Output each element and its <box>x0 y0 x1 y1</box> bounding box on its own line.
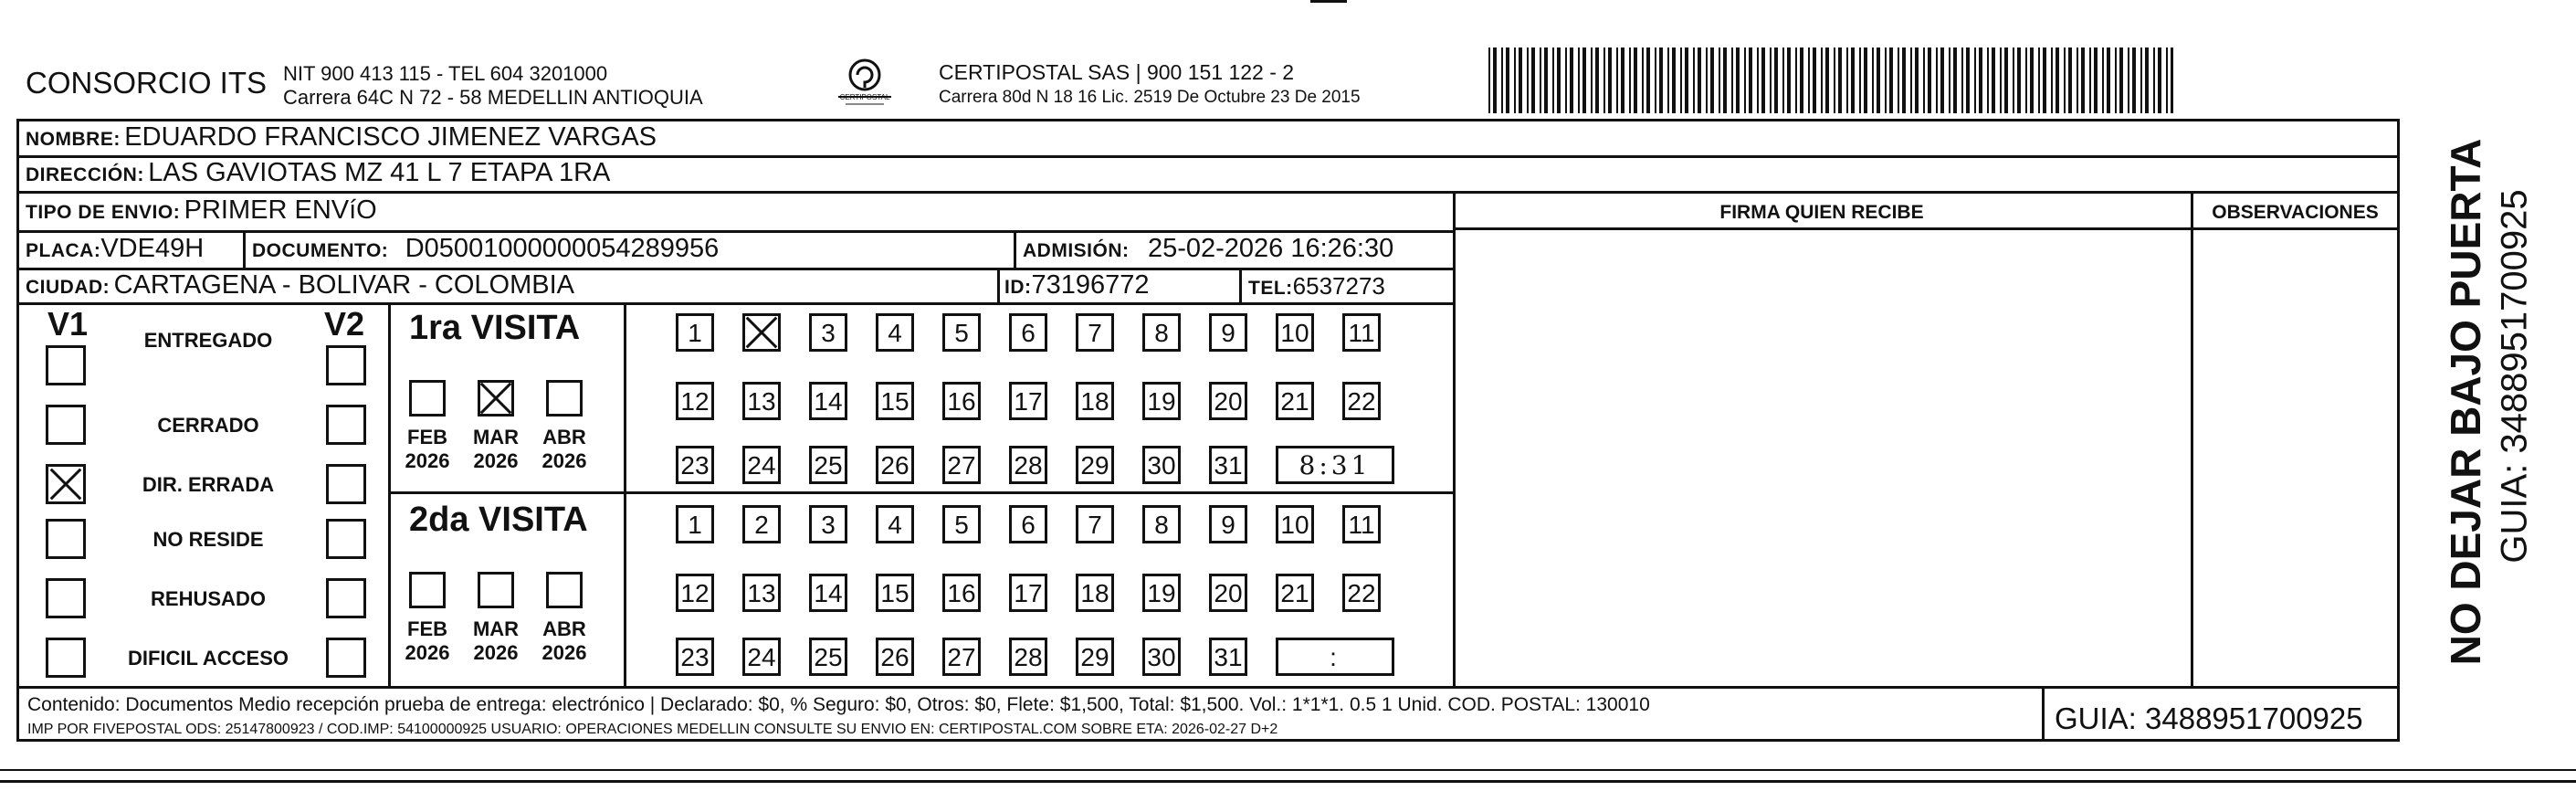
courier-logo-text: CERTIPOSTAL <box>839 93 890 101</box>
day-box[interactable]: 16 <box>942 574 981 612</box>
time-field[interactable]: : <box>1276 638 1394 676</box>
barcode-bar <box>1910 47 1912 113</box>
month-year: 2026 <box>541 449 587 472</box>
direccion-row <box>26 158 610 188</box>
bottom-rule-1 <box>0 769 2576 771</box>
barcode-bar <box>1761 47 1765 113</box>
footer-line-2: IMP POR FIVEPOSTAL ODS: 25147800923 / COD.IMP: 54100000925 USUARIO: OPERACIONES MEDELLIN CONSULTE SU ENVIO EN: CERTIPOSTAL.COM SOBRE ETA: 2026-02-27 D+2 <box>27 722 1278 737</box>
barcode-bar <box>2068 47 2072 113</box>
day-box[interactable]: 1 <box>676 505 714 543</box>
barcode-bar <box>2043 47 2046 113</box>
ciudad-row <box>26 270 574 301</box>
placa-label: PLACA: <box>26 240 101 261</box>
barcode-bar <box>2089 47 2091 113</box>
frame-top <box>16 119 2400 121</box>
barcode-bar <box>1621 47 1624 113</box>
barcode-bar <box>1552 47 1554 113</box>
direccion-label: DIRECCIÓN: <box>26 164 144 185</box>
day-box[interactable]: 28 <box>1009 446 1047 484</box>
barcode-bar <box>1710 47 1714 113</box>
barcode-bar <box>1923 47 1925 113</box>
barcode-bar <box>1557 47 1561 113</box>
barcode-bar <box>1540 47 1541 113</box>
barcode-bar <box>1603 47 1605 113</box>
barcode-bar <box>2102 47 2104 113</box>
status-label: DIFICIL ACCESO <box>127 647 289 670</box>
barcode-bar <box>1527 47 1529 113</box>
day-box[interactable]: 23 <box>676 638 714 676</box>
barcode-bar <box>1992 47 1995 113</box>
day-box[interactable]: 18 <box>1076 574 1114 612</box>
courier-line-1: CERTIPOSTAL SAS | 900 151 122 - 2 <box>939 60 1295 84</box>
barcode-bar <box>1898 47 1899 113</box>
company-name: CONSORCIO ITS <box>26 66 268 100</box>
barcode-bar <box>1698 47 1701 113</box>
admision-divider <box>1014 230 1016 268</box>
direccion-value: LAS GAVIOTAS MZ 41 L 7 ETAPA 1RA <box>148 158 611 187</box>
day-box[interactable]: 10 <box>1276 505 1314 543</box>
barcode-bar <box>1706 47 1708 113</box>
side-warning: NO DEJAR BAJO PUERTA <box>2442 138 2489 666</box>
firma-left-border <box>1453 191 1456 689</box>
v2-checkbox[interactable] <box>326 638 366 678</box>
barcode-bar <box>1506 47 1509 113</box>
day-box[interactable]: 27 <box>942 446 981 484</box>
barcode-bar <box>1902 47 1906 113</box>
day-box[interactable]: 31 <box>1209 446 1247 484</box>
month-name: ABR <box>542 617 586 640</box>
time-field[interactable]: 8:31 <box>1276 446 1394 484</box>
tel-label: TEL: <box>1248 278 1293 299</box>
day-box[interactable]: 24 <box>742 638 781 676</box>
month-checkbox[interactable] <box>546 380 583 417</box>
day-box[interactable]: 29 <box>1076 446 1114 484</box>
barcode-bar <box>1719 47 1720 113</box>
month-checkbox[interactable] <box>409 572 446 608</box>
barcode-bar <box>1928 47 1931 113</box>
day-box[interactable]: 8 <box>1142 313 1181 352</box>
observaciones-label: OBSERVACIONES <box>2212 202 2379 223</box>
v2-label: V2 <box>324 305 365 343</box>
status-divider <box>388 302 391 687</box>
month-checkbox[interactable] <box>546 572 583 608</box>
barcode-bar <box>1680 47 1682 113</box>
courier-logo <box>833 57 897 108</box>
barcode-bar <box>1629 47 1631 113</box>
barcode-bar <box>1936 47 1938 113</box>
placa-value: VDE49H <box>100 234 205 263</box>
day-box[interactable]: 19 <box>1142 574 1181 612</box>
id-row <box>1004 270 1150 301</box>
top-dash <box>1310 0 1347 3</box>
barcode-bar <box>1940 47 1944 113</box>
visit-title: 1ra VISITA <box>409 309 581 347</box>
day-box[interactable]: 28 <box>1009 638 1047 676</box>
barcode-bar <box>2025 47 2027 113</box>
barcode-bar <box>1915 47 1919 113</box>
barcode-bar <box>1570 47 1573 113</box>
barcode-bar <box>1885 47 1887 113</box>
barcode-bar <box>2115 47 2117 113</box>
admision-row <box>1023 234 1393 264</box>
day-box[interactable]: 11 <box>1342 313 1381 352</box>
visit-separator <box>388 491 1455 494</box>
barcode <box>1488 47 2173 113</box>
documento-row <box>252 234 719 264</box>
month-label <box>537 617 592 665</box>
barcode-bar <box>1608 47 1612 113</box>
tel-value: 6537273 <box>1292 272 1385 300</box>
day-box[interactable]: 12 <box>676 574 714 612</box>
day-box[interactable]: 9 <box>1209 505 1247 543</box>
barcode-bar <box>1731 47 1733 113</box>
documento-label: DOCUMENTO: <box>252 240 389 261</box>
barcode-bar <box>2140 47 2142 113</box>
ciudad-label: CIUDAD: <box>26 277 110 298</box>
footer-guia-divider <box>2042 686 2045 742</box>
day-box[interactable]: 24 <box>742 446 781 484</box>
barcode-bar <box>2128 47 2129 113</box>
frame-right <box>2397 119 2400 742</box>
day-box[interactable]: 4 <box>876 313 914 352</box>
barcode-bar <box>1578 47 1580 113</box>
day-box[interactable]: 14 <box>809 574 847 612</box>
visit-divider <box>624 302 626 687</box>
ciudad-value: CARTAGENA - BOLIVAR - COLOMBIA <box>113 270 574 300</box>
barcode-bar <box>1987 47 1989 113</box>
tel-row <box>1248 272 1385 301</box>
tipo-row <box>26 195 377 226</box>
side-guia: GUIA: 3488951700925 <box>2494 189 2535 564</box>
barcode-bar <box>1851 47 1855 113</box>
status-label: CERRADO <box>157 414 259 437</box>
v2-checkbox[interactable] <box>326 519 366 559</box>
id-divider <box>997 268 1000 302</box>
row-line-2 <box>16 191 2400 194</box>
v2-checkbox[interactable] <box>326 405 366 445</box>
day-box[interactable] <box>742 313 781 352</box>
firma-label: FIRMA QUIEN RECIBE <box>1719 202 1924 223</box>
day-box[interactable]: 20 <box>1209 574 1247 612</box>
barcode-bar <box>1646 47 1650 113</box>
month-name: ABR <box>542 426 586 448</box>
barcode-bar <box>1800 47 1803 113</box>
day-box[interactable]: 17 <box>1009 382 1047 420</box>
barcode-bar <box>2030 47 2034 113</box>
barcode-bar <box>2132 47 2136 113</box>
barcode-bar <box>2081 47 2085 113</box>
month-year: 2026 <box>405 449 450 472</box>
day-box[interactable]: 25 <box>809 638 847 676</box>
barcode-bar <box>1582 47 1586 113</box>
documento-value: D05001000000054289956 <box>405 234 720 263</box>
day-box[interactable]: 2 <box>742 505 781 543</box>
barcode-bar <box>2038 47 2040 113</box>
barcode-bar <box>1808 47 1810 113</box>
day-box[interactable]: 30 <box>1142 446 1181 484</box>
company-line-2: Carrera 64C N 72 - 58 MEDELLIN ANTIOQUIA <box>283 86 703 109</box>
month-year: 2026 <box>473 641 519 664</box>
barcode-bar <box>1770 47 1772 113</box>
day-box[interactable]: 10 <box>1276 313 1314 352</box>
nombre-value: EDUARDO FRANCISCO JIMENEZ VARGAS <box>124 122 657 152</box>
row-line-3 <box>16 230 1455 233</box>
bottom-rule-2 <box>0 780 2576 783</box>
tipo-value: PRIMER ENVíO <box>184 195 377 225</box>
row-line-5 <box>16 302 1455 305</box>
barcode-bar <box>1488 47 1490 113</box>
day-box[interactable]: 11 <box>1342 505 1381 543</box>
barcode-bar <box>1974 47 1976 113</box>
day-box[interactable]: 17 <box>1009 574 1047 612</box>
company-line-1: NIT 900 413 115 - TEL 604 3201000 <box>283 62 608 85</box>
barcode-bar <box>1667 47 1669 113</box>
day-box[interactable]: 3 <box>809 505 847 543</box>
day-box[interactable]: 27 <box>942 638 981 676</box>
barcode-bar <box>2051 47 2053 113</box>
month-name: FEB <box>407 617 447 640</box>
barcode-bar <box>2153 47 2155 113</box>
barcode-bar <box>2064 47 2066 113</box>
barcode-bar <box>1838 47 1842 113</box>
barcode-bar <box>1744 47 1746 113</box>
month-name: MAR <box>472 426 520 448</box>
courier-line-2: Carrera 80d N 18 16 Lic. 2519 De Octubre 23 De 2015 <box>939 88 1361 107</box>
barcode-bar <box>1591 47 1593 113</box>
day-box[interactable]: 9 <box>1209 313 1247 352</box>
tel-divider <box>1239 268 1242 302</box>
month-checkbox[interactable] <box>409 380 446 417</box>
barcode-bar <box>1531 47 1535 113</box>
barcode-bar <box>1859 47 1861 113</box>
barcode-bar <box>1825 47 1829 113</box>
month-label <box>468 617 523 665</box>
barcode-bar <box>2004 47 2008 113</box>
barcode-bar <box>1953 47 1957 113</box>
month-checkbox[interactable] <box>478 380 514 417</box>
day-box[interactable]: 29 <box>1076 638 1114 676</box>
barcode-bar <box>2119 47 2123 113</box>
barcode-bar <box>1693 47 1695 113</box>
status-label: REHUSADO <box>151 587 266 610</box>
barcode-bar <box>1787 47 1791 113</box>
x-mark-icon <box>745 316 778 349</box>
status-label: ENTREGADO <box>143 329 273 352</box>
day-box[interactable]: 16 <box>942 382 981 420</box>
month-label <box>537 426 592 473</box>
barcode-bar <box>1961 47 1963 113</box>
day-box[interactable]: 20 <box>1209 382 1247 420</box>
v1-label: V1 <box>47 305 89 343</box>
placa-row <box>26 234 204 264</box>
status-label: DIR. ERRADA <box>142 473 275 496</box>
barcode-bar <box>2145 47 2149 113</box>
visit-title: 2da VISITA <box>409 501 588 539</box>
barcode-bar <box>2077 47 2078 113</box>
day-box[interactable]: 22 <box>1342 382 1381 420</box>
day-box[interactable]: 8 <box>1142 505 1181 543</box>
barcode-bar <box>1949 47 1950 113</box>
barcode-bar <box>1642 47 1644 113</box>
barcode-bar <box>1501 47 1503 113</box>
day-box[interactable]: 12 <box>676 382 714 420</box>
barcode-bar <box>1544 47 1548 113</box>
barcode-bar <box>1795 47 1797 113</box>
day-box[interactable]: 21 <box>1276 574 1314 612</box>
month-name: FEB <box>407 426 447 448</box>
nombre-row <box>26 122 657 153</box>
day-box[interactable]: 14 <box>809 382 847 420</box>
barcode-bar <box>1979 47 1982 113</box>
footer-guia: GUIA: 3488951700925 <box>2055 701 2363 735</box>
id-label: ID: <box>1004 277 1032 298</box>
day-box[interactable]: 23 <box>676 446 714 484</box>
barcode-bar <box>2056 47 2059 113</box>
admision-label: ADMISIÓN: <box>1023 240 1130 261</box>
barcode-bar <box>1864 47 1867 113</box>
month-label <box>468 426 523 473</box>
month-label <box>400 426 455 473</box>
day-box[interactable]: 4 <box>876 505 914 543</box>
barcode-bar <box>1672 47 1676 113</box>
barcode-bar <box>1889 47 1893 113</box>
placa-divider <box>243 230 246 268</box>
day-box[interactable]: 13 <box>742 574 781 612</box>
v2-checkbox[interactable] <box>326 345 366 385</box>
barcode-bar <box>1757 47 1759 113</box>
day-box[interactable]: 3 <box>809 313 847 352</box>
status-label: NO RESIDE <box>152 528 264 551</box>
barcode-bar <box>1685 47 1688 113</box>
day-box[interactable]: 5 <box>942 313 981 352</box>
month-year: 2026 <box>541 641 587 664</box>
barcode-bar <box>1736 47 1740 113</box>
day-box[interactable]: 26 <box>876 446 914 484</box>
barcode-bar <box>1821 47 1823 113</box>
day-box[interactable]: 5 <box>942 505 981 543</box>
barcode-bar <box>2017 47 2021 113</box>
barcode-bar <box>2013 47 2014 113</box>
barcode-bar <box>1749 47 1752 113</box>
tipo-label: TIPO DE ENVIO: <box>26 202 181 223</box>
month-label <box>400 617 455 665</box>
barcode-bar <box>1846 47 1848 113</box>
footer-line-1: Contenido: Documentos Medio recepción prueba de entrega: electrónico | Declarado: $0, % Seguro: $0, Otros: $0, Flete: $1,500, Total: $1,500. Vol.: 1*1*1. 0.5 1 Unid. COD. POSTAL: 130010 <box>27 694 1650 715</box>
barcode-bar <box>1616 47 1618 113</box>
day-box[interactable]: 18 <box>1076 382 1114 420</box>
barcode-bar <box>2094 47 2098 113</box>
barcode-bar <box>1966 47 1970 113</box>
barcode-bar <box>1782 47 1784 113</box>
day-box[interactable]: 7 <box>1076 505 1114 543</box>
month-year: 2026 <box>405 641 450 664</box>
barcode-bar <box>1872 47 1874 113</box>
barcode-bar <box>1774 47 1778 113</box>
barcode-bar <box>1723 47 1727 113</box>
barcode-bar <box>2166 47 2168 113</box>
day-box[interactable]: 30 <box>1142 638 1181 676</box>
day-box[interactable]: 15 <box>876 382 914 420</box>
day-box[interactable]: 6 <box>1009 313 1047 352</box>
day-box[interactable]: 21 <box>1276 382 1314 420</box>
firma-header-line <box>1453 227 2400 230</box>
barcode-bar <box>1659 47 1663 113</box>
barcode-bar <box>1595 47 1599 113</box>
month-checkbox[interactable] <box>478 572 514 608</box>
day-box[interactable]: 22 <box>1342 574 1381 612</box>
barcode-bar <box>1834 47 1835 113</box>
day-box[interactable]: 25 <box>809 446 847 484</box>
v2-checkbox[interactable] <box>326 578 366 618</box>
day-box[interactable]: 15 <box>876 574 914 612</box>
month-year: 2026 <box>473 449 519 472</box>
id-value: 73196772 <box>1031 270 1150 300</box>
barcode-bar <box>1813 47 1816 113</box>
day-box[interactable]: 19 <box>1142 382 1181 420</box>
barcode-bar <box>1634 47 1637 113</box>
day-box[interactable]: 7 <box>1076 313 1114 352</box>
barcode-bar <box>1519 47 1522 113</box>
month-name: MAR <box>472 617 520 640</box>
barcode-bar <box>1514 47 1516 113</box>
barcode-bar <box>1493 47 1497 113</box>
barcode-bar <box>2171 47 2173 113</box>
barcode-bar <box>1565 47 1567 113</box>
frame-left <box>16 119 19 742</box>
barcode-bar <box>2000 47 2002 113</box>
obs-left-border <box>2191 191 2193 689</box>
day-box[interactable]: 26 <box>876 638 914 676</box>
day-box[interactable]: 1 <box>676 313 714 352</box>
barcode-bar <box>2107 47 2110 113</box>
nombre-label: NOMBRE: <box>26 129 121 150</box>
admision-value: 25-02-2026 16:26:30 <box>1147 234 1394 263</box>
day-box[interactable]: 13 <box>742 382 781 420</box>
barcode-bar <box>1655 47 1656 113</box>
v2-checkbox[interactable] <box>326 464 366 504</box>
barcode-bar <box>2158 47 2161 113</box>
day-box[interactable]: 6 <box>1009 505 1047 543</box>
day-box[interactable]: 31 <box>1209 638 1247 676</box>
barcode-bar <box>1877 47 1880 113</box>
